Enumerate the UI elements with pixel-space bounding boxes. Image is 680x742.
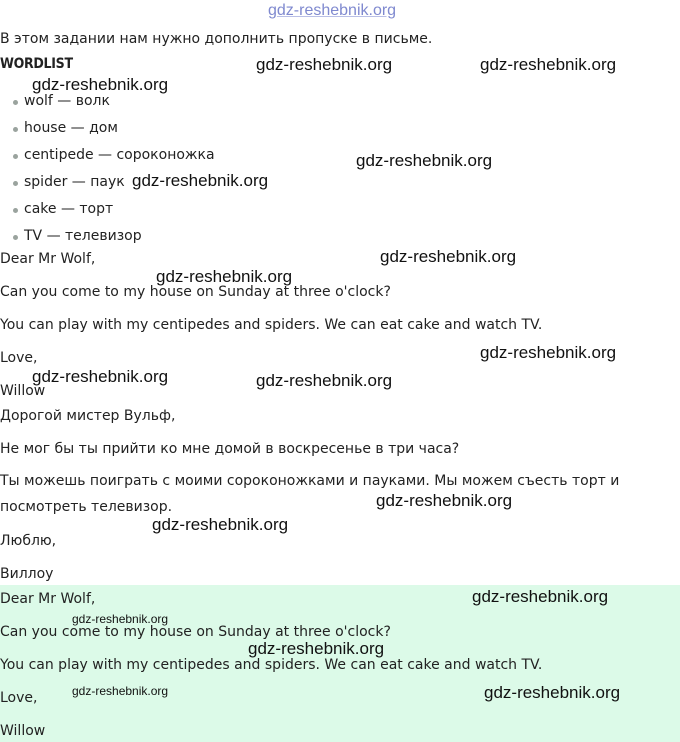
letter-en-signature: Willow bbox=[0, 383, 46, 399]
answer-line-1: Can you come to my house on Sunday at three o'clock? bbox=[0, 624, 391, 640]
answer-closing: Love, bbox=[0, 690, 38, 706]
watermark: gdz-reshebnik.org bbox=[256, 371, 393, 390]
letter-en-line-1: Can you come to my house on Sunday at three o'clock? bbox=[0, 284, 391, 300]
watermark: gdz-reshebnik.org bbox=[268, 2, 397, 19]
watermark: gdz-reshebnik.org bbox=[480, 55, 617, 74]
list-item: spider — паук bbox=[0, 171, 215, 198]
letter-en-greeting: Dear Mr Wolf, bbox=[0, 251, 96, 267]
list-item: centipede — сороконожка bbox=[0, 144, 215, 171]
watermark: gdz-reshebnik.org bbox=[152, 515, 289, 534]
watermark: gdz-reshebnik.org bbox=[484, 683, 621, 702]
letter-ru-line-1: Не мог бы ты прийти ко мне домой в воскресенье в три часа? bbox=[0, 441, 460, 457]
letter-ru-closing: Люблю, bbox=[0, 533, 57, 549]
watermark: gdz-reshebnik.org bbox=[72, 612, 169, 626]
watermark: gdz-reshebnik.org bbox=[380, 247, 517, 266]
answer-line-2: You can play with my centipedes and spiders. We can eat cake and watch TV. bbox=[0, 657, 543, 673]
list-item: house — дом bbox=[0, 117, 215, 144]
watermark: gdz-reshebnik.org bbox=[32, 367, 169, 386]
watermark: gdz-reshebnik.org bbox=[156, 267, 293, 286]
letter-en-closing: Love, bbox=[0, 350, 38, 366]
letter-en-line-2: You can play with my centipedes and spiders. We can eat cake and watch TV. bbox=[0, 317, 543, 333]
watermark: gdz-reshebnik.org bbox=[132, 171, 269, 190]
wordlist-title: WORDLIST bbox=[0, 56, 73, 72]
watermark: gdz-reshebnik.org bbox=[32, 75, 169, 94]
answer-signature: Willow bbox=[0, 723, 46, 739]
list-item: TV — телевизор bbox=[0, 225, 215, 252]
intro-text: В этом задании нам нужно дополнить пропуске в письме. bbox=[0, 31, 433, 47]
letter-ru-signature: Виллоу bbox=[0, 566, 54, 582]
watermark: gdz-reshebnik.org bbox=[356, 151, 493, 170]
list-item: cake — торт bbox=[0, 198, 215, 225]
watermark: gdz-reshebnik.org bbox=[256, 55, 393, 74]
watermark: gdz-reshebnik.org bbox=[480, 343, 617, 362]
answer-greeting: Dear Mr Wolf, bbox=[0, 591, 96, 607]
letter-ru-greeting: Дорогой мистер Вульф, bbox=[0, 408, 176, 424]
watermark: gdz-reshebnik.org bbox=[248, 639, 385, 658]
letter-ru-line-2: Ты можешь поиграть с моими сороконожками и пауками. Мы можем съесть торт и посмотреть телевизор. bbox=[0, 473, 620, 515]
list-item: wolf — волк bbox=[0, 90, 215, 117]
watermark: gdz-reshebnik.org bbox=[72, 684, 169, 698]
watermark: gdz-reshebnik.org bbox=[472, 587, 609, 606]
watermark: gdz-reshebnik.org bbox=[376, 491, 513, 510]
